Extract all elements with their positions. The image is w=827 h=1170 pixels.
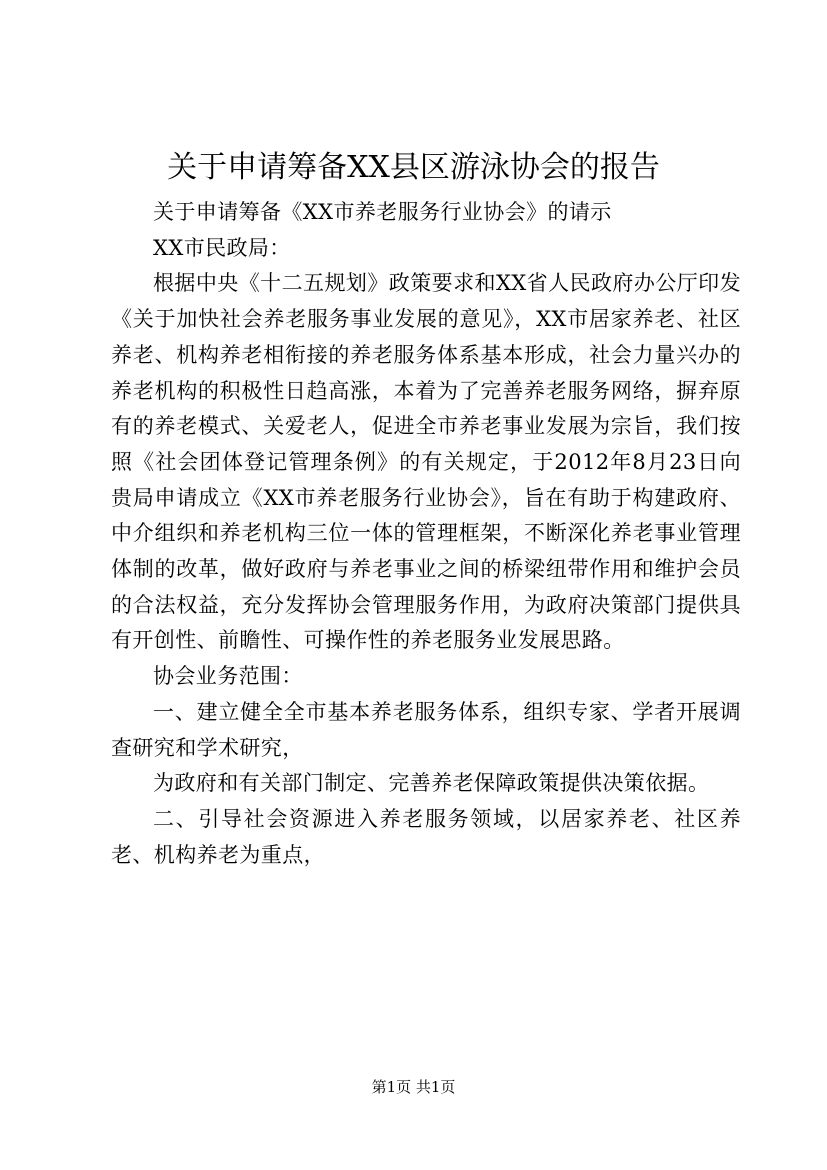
subject-line: 关于申请筹备《XX市养老服务行业协会》的请示 [153, 200, 612, 224]
document-title: 关于申请筹备XX县区游泳协会的报告 [167, 150, 660, 185]
recipient-line: XX市民政局： [153, 235, 291, 260]
scope-item-1: 一、建立健全全市基本养老服务体系，组织专家、学者开展调查研究和学术研究， [111, 699, 741, 760]
page-number-footer: 第1页 共1页 [371, 1078, 456, 1096]
scope-item-1-continued: 为政府和有关部门制定、完善养老保障政策提供决策依据。 [153, 771, 710, 796]
scope-item-2: 二、引导社会资源进入养老服务领域，以居家养老、社区养老、机构养老为重点， [111, 806, 741, 867]
document-body [111, 195, 741, 873]
main-paragraph: 根据中央《十二五规划》政策要求和XX省人民政府办公厅印发《关于加快社会养老服务事业发展的意见》，XX市居家养老、社区养老、机构养老相衔接的养老服务体系基本形成，社会力量兴办的养老机构的积极性日趋高涨，本着为了完善养老服务网络，摒弃原有的养老模式、关爱老人，促进全市养老事业发展为宗旨，我们按照《社会团体登记管理条例》的有关规定，于2012年8月23日向贵局申请成立《XX市养老服务行业协会》，旨在有助于构建政府、中介组织和养老机构三位一体的管理框架，不断深化养老事业管理体制的改革，做好政府与养老事业之间的桥梁纽带作用和维护会员的合法权益，充分发挥协会管理服务作用，为政府决策部门提供具有开创性、前瞻性、可操作性的养老服务业发展思路。 [111, 271, 741, 653]
scope-heading: 协会业务范围： [153, 664, 303, 689]
